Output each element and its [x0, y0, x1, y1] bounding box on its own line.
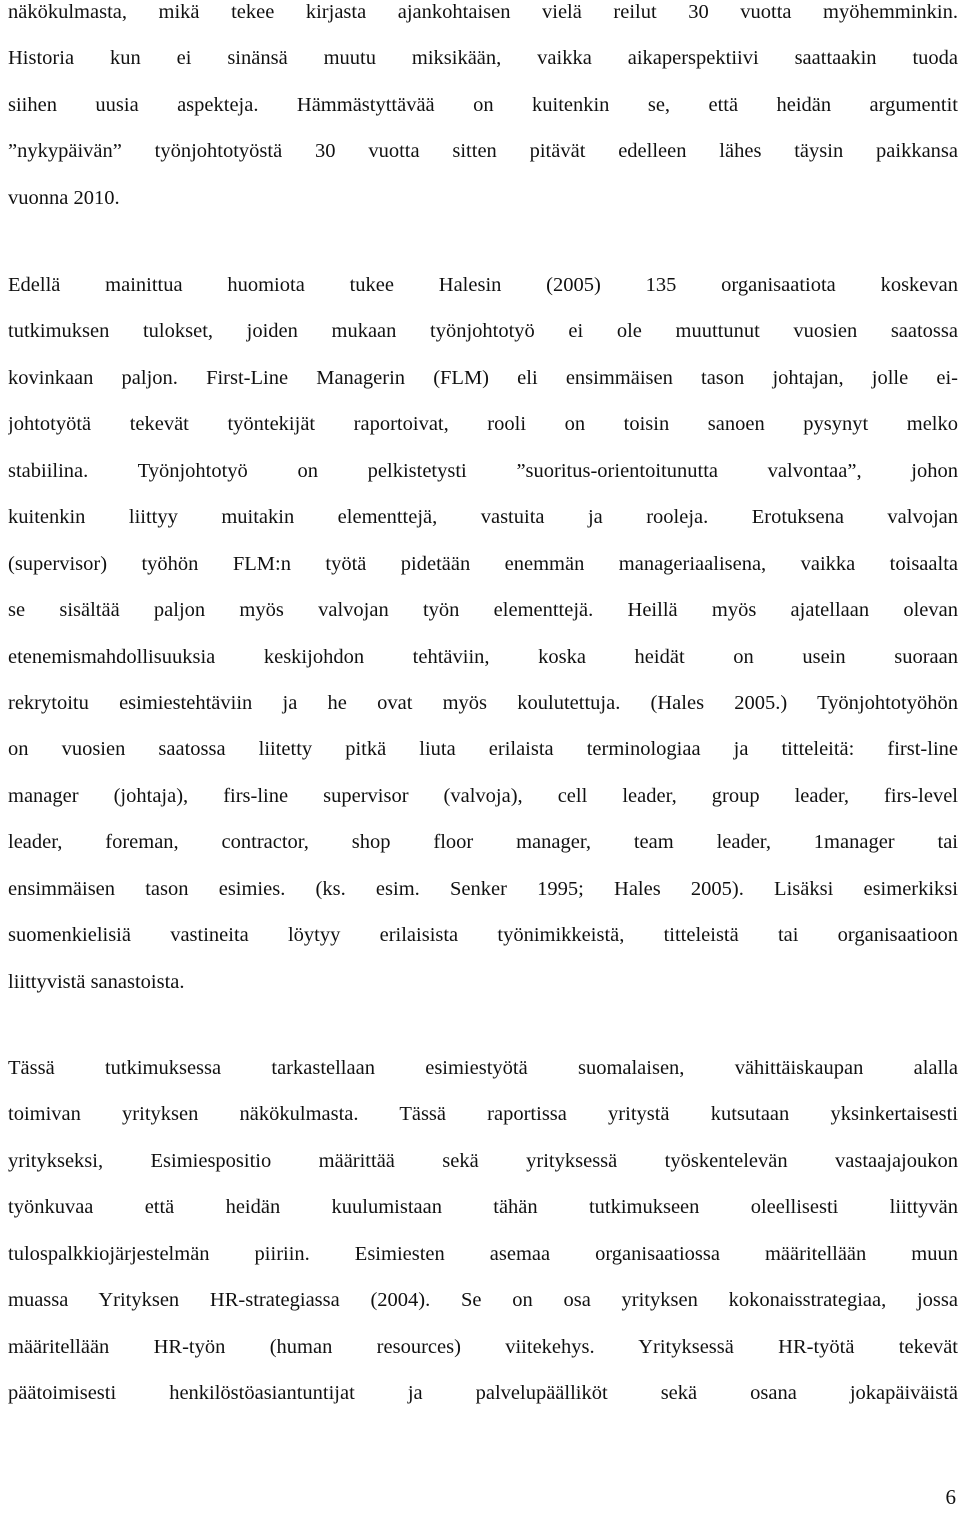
- text-line: yritykseksi, Esimiespositio määrittää sekä yrityksessä työskentelevän vastaajajoukon: [8, 1149, 958, 1172]
- text-line: Historia kun ei sinänsä muutu miksikään, vaikka aikaperspektiivi saattaakin tuoda: [8, 47, 958, 70]
- text-line: toimivan yrityksen näkökulmasta. Tässä raportissa yritystä kutsutaan yksinkertaisesti: [8, 1103, 958, 1126]
- text-line: määritellään HR-työn (human resources) viitekehys. Yrityksessä HR-työtä tekevät: [8, 1335, 958, 1358]
- text-line: ensimmäisen tason esimies. (ks. esim. Senker 1995; Hales 2005). Lisäksi esimerkiksi: [8, 877, 958, 900]
- text-line: etenemismahdollisuuksia keskijohdon tehtäviin, koska heidät on usein suoraan: [8, 645, 958, 668]
- text-line: ”nykypäivän” työnjohtotyöstä 30 vuotta sitten pitävät edelleen lähes täysin paikkansa: [8, 140, 958, 163]
- text-line: suomenkielisiä vastineita löytyy erilaisista työnimikkeistä, titteleistä tai organisaatioon: [8, 924, 958, 947]
- text-line: kovinkaan paljon. First-Line Managerin (FLM) eli ensimmäisen tason johtajan, jolle ei-: [8, 366, 958, 389]
- text-line: stabiilina. Työnjohtotyö on pelkistetysti ”suoritus-orientoitunutta valvontaa”, johon: [8, 459, 958, 482]
- text-line: rekrytoitu esimiestehtäviin ja he ovat myös koulutettuja. (Hales 2005.) Työnjohtotyöhön: [8, 691, 958, 714]
- paragraph-3: [8, 1045, 958, 1417]
- text-line: näkökulmasta, mikä tekee kirjasta ajankohtaisen vielä reilut 30 vuotta myöhemminkin.: [8, 1, 958, 23]
- text-line: (supervisor) työhön FLM:n työtä pidetään enemmän manageriaalisena, vaikka toisaalta: [8, 552, 958, 575]
- text-line: kuitenkin liittyy muitakin elementtejä, vastuita ja rooleja. Erotuksena valvojan: [8, 506, 958, 529]
- text-line: on vuosien saatossa liitetty pitkä liuta erilaista terminologiaa ja titteleitä: first-line: [8, 738, 958, 761]
- text-line: liittyvistä sanastoista.: [8, 970, 185, 993]
- text-line: päätoimisesti henkilöstöasiantuntijat ja palvelupäälliköt sekä osana jokapäiväistä: [8, 1382, 958, 1405]
- text-line: manager (johtaja), firs-line supervisor (valvoja), cell leader, group leader, firs-level: [8, 784, 958, 807]
- text-line: Edellä mainittua huomiota tukee Halesin (2005) 135 organisaatiota koskevan: [8, 274, 958, 296]
- text-line: muassa Yrityksen HR-strategiassa (2004). Se on osa yrityksen kokonaisstrategiaa, jossa: [8, 1289, 958, 1312]
- text-line: johtotyötä tekevät työntekijät raportoivat, rooli on toisin sanoen pysynyt melko: [8, 413, 958, 436]
- paragraph-2: [8, 262, 958, 1005]
- page-number: 6: [945, 1485, 956, 1509]
- text-line: leader, foreman, contractor, shop floor manager, team leader, 1manager tai: [8, 831, 958, 854]
- paragraph-1: [8, 0, 958, 221]
- text-line: se sisältää paljon myös valvojan työn elementtejä. Heillä myös ajatellaan olevan: [8, 599, 958, 622]
- text-line: tulospalkkiojärjestelmän piiriin. Esimiesten asemaa organisaatiossa määritellään muun: [8, 1242, 958, 1265]
- text-line: vuonna 2010.: [8, 186, 120, 209]
- text-line: siihen uusia aspekteja. Hämmästyttävää on kuitenkin se, että heidän argumentit: [8, 93, 958, 116]
- text-line: työnkuvaa että heidän kuulumistaan tähän tutkimukseen oleellisesti liittyvän: [8, 1196, 958, 1219]
- text-line: Tässä tutkimuksessa tarkastellaan esimiestyötä suomalaisen, vähittäiskaupan alalla: [8, 1057, 958, 1079]
- text-line: tutkimuksen tulokset, joiden mukaan työnjohtotyö ei ole muuttunut vuosien saatossa: [8, 320, 958, 343]
